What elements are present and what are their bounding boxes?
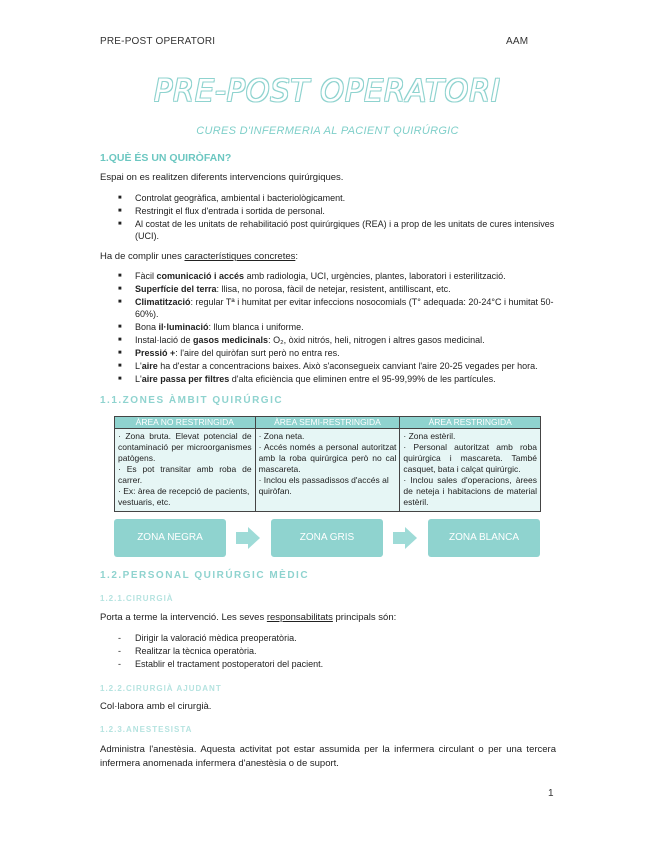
header-right: AAM [506, 36, 529, 47]
page-subtitle: CURES D'INFERMERIA AL PACIENT QUIRÚRGIC [196, 125, 459, 137]
cell-line: · Inclou sales d'operacions, àrees de neteja i habitacions de material estèril. [403, 475, 537, 507]
item-bold: Superfície del terra [135, 284, 217, 294]
cell-line: · Es pot transitar amb roba de carrer. [118, 464, 252, 485]
section-1-intro: Espai on es realitzen diferents intervencions quirúrgiques. [100, 172, 344, 183]
list-item [100, 297, 560, 320]
zone-gris-box: ZONA GRIS [271, 519, 383, 557]
cell-line: · Inclou els passadissos d'accés al quiròfan. [258, 475, 389, 496]
requirements-link-text: característiques concretes [184, 251, 296, 262]
list-item [100, 322, 560, 334]
list-item: - Dirigir la valoració mèdica preoperatòria. [100, 633, 560, 645]
surgeon-intro-end: principals són: [332, 612, 397, 623]
section-1-bullets [100, 193, 560, 244]
header-left: PRE-POST OPERATORI [100, 36, 216, 47]
table-cell [115, 429, 256, 512]
item-bold: aire [141, 360, 158, 371]
zone-blanca-box: ZONA BLANCA [428, 519, 540, 557]
page-number: 1 [548, 788, 554, 799]
item-bold: Climatització [135, 297, 191, 307]
list-item [100, 335, 560, 347]
item-text: L' [135, 373, 142, 384]
assistant-text: Col·labora amb el cirurgià. [100, 701, 212, 712]
list-item [100, 374, 560, 386]
features-list [100, 271, 560, 387]
areas-table [114, 416, 541, 512]
item-text: d'alta eficiència que eliminen entre el 95-99,99% de les partícules. [229, 373, 496, 384]
cell-line: · Personal autoritzat amb roba quirúrgica i mascareta. També casquet, bata i calçat quirúrgic. [403, 442, 537, 474]
anesthetist-text: Administra l'anestèsia. Aquesta activitat pot estar assumida per la infermera circulant o per una tercera infermera anomenada infermera d'anestèsia o de suport. [100, 744, 556, 769]
table-header-row [115, 417, 541, 429]
item-bold: aire passa per filtres [141, 373, 230, 384]
cell-line: · Ex: àrea de recepció de pacients, vestuaris, etc. [118, 486, 250, 507]
surgeon-intro-text: Porta a terme la intervenció. Les seves [100, 612, 267, 623]
section-heading-1-1: 1.1.ZONES ÀMBIT QUIRÚRGIC [100, 395, 284, 406]
table-header: ÀREA NO RESTRINGIDA [115, 417, 256, 429]
section-heading-1: 1.QUÈ ÉS UN QUIRÒFAN? [100, 152, 232, 164]
list-item: - Establir el tractament postoperatori del pacient. [100, 659, 560, 671]
table-cell [255, 429, 400, 512]
item-text: amb radiologia, UCI, urgències, plantes, laboratori i esterilització. [244, 271, 506, 281]
table-header: ÀREA RESTRINGIDA [400, 417, 541, 429]
list-item [100, 361, 560, 373]
list-item: ■ Al costat de les unitats de rehabilitació post quirúrgiques (REA) i a prop de les unitats de cures intensives (UCI). [100, 219, 560, 242]
item-bold: gasos medicinals [193, 334, 269, 345]
list-item: ■ Controlat geogràfica, ambiental i bacteriològicament. [100, 193, 560, 205]
item-bold: comunicació i accés [156, 271, 245, 281]
table-cell [400, 429, 541, 512]
item-text: : l'aire del quiròfan surt però no entra res. [175, 347, 340, 358]
requirements-intro [100, 251, 556, 263]
subsection-heading-1-2-2: 1.2.2.CIRURGIÀ AJUDANT [100, 684, 222, 693]
list-item: ■ Restringit el flux d'entrada i sortida de personal. [100, 206, 560, 218]
requirements-intro-text: Ha de complir unes [100, 251, 185, 262]
surgeon-responsibilities [100, 633, 560, 672]
item-bold: il·luminació [158, 321, 209, 332]
item-text: L' [135, 360, 142, 371]
item-text: Bona [135, 321, 159, 332]
zone-negra-box: ZONA NEGRA [114, 519, 226, 557]
requirements-intro-end: : [295, 251, 299, 262]
item-text: : O₂, òxid nitrós, heli, nitrogen i altres gasos medicinal. [268, 334, 485, 345]
responsibilities-link-text: responsabilitats [266, 612, 333, 623]
cell-line: · Zona estèril. [403, 431, 456, 441]
list-item: - Realitzar la tècnica operatòria. [100, 646, 560, 658]
list-item [100, 348, 560, 360]
item-text: Fàcil [135, 271, 157, 281]
list-item [100, 271, 560, 283]
item-text: : llum blanca i uniforme. [208, 321, 304, 332]
cell-line: · Zona bruta. Elevat potencial de contaminació per microorganismes patògens. [118, 431, 252, 463]
section-heading-1-2: 1.2.PERSONAL QUIRÚRGIC MÈDIC [100, 570, 310, 581]
item-text: : llisa, no porosa, fàcil de netejar, resistent, antilliscant, etc. [216, 284, 451, 294]
surgeon-intro [100, 612, 556, 624]
cell-line: · Accés només a personal autoritzat amb la roba quirúrgica però no cal mascareta. [258, 442, 397, 474]
cell-line: · Zona neta. [258, 431, 305, 441]
table-row [115, 429, 541, 512]
subsection-heading-1-2-3: 1.2.3.ANESTESISTA [100, 725, 193, 734]
item-bold: Pressió + [135, 347, 176, 358]
page-title: PRE-POST OPERATORI [154, 74, 501, 109]
item-text: ha d'estar a concentracions baixes. Això s'aconsegueix canviant l'aire 20-25 vegades per hora. [157, 360, 538, 371]
list-item [100, 284, 560, 296]
table-header: ÀREA SEMI-RESTRINGIDA [255, 417, 400, 429]
item-text: Instal·lació de [135, 334, 194, 345]
subsection-heading-1-2-1: 1.2.1.CIRURGIÀ [100, 594, 174, 603]
item-text: : regular Tª i humitat per evitar infeccions nosocomials (T° adequada: 20-24°C i humitat 50-60%). [135, 297, 554, 319]
